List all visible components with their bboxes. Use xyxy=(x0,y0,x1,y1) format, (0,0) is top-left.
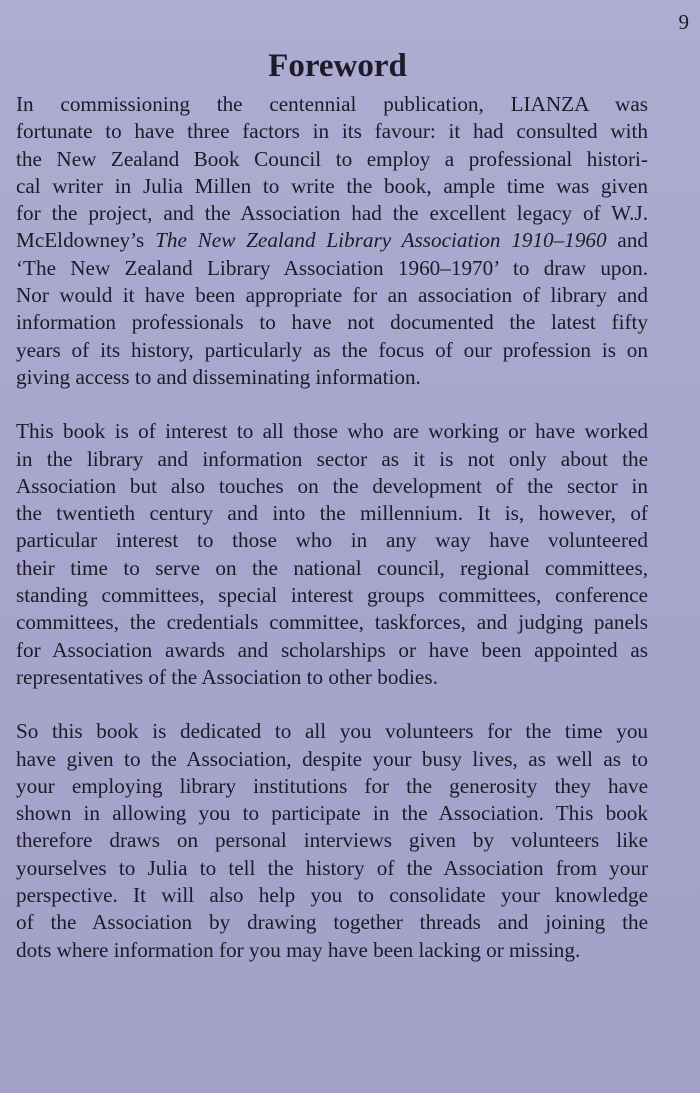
paragraph-3 xyxy=(16,718,648,964)
paragraph-2 xyxy=(16,418,648,691)
text-line: giving access to and disseminating information. xyxy=(16,364,421,389)
page-title: Foreword xyxy=(268,48,407,84)
text-line: therefore draws on personal interviews given by volunteers like xyxy=(16,828,648,853)
text-line: the twentieth century and into the millennium. It is, however, of xyxy=(16,501,648,526)
page-number: 9 xyxy=(678,10,689,34)
text-line: cal writer in Julia Millen to write the book, ample time was given xyxy=(16,173,648,198)
text-line: for the project, and the Association had the excellent legacy of W.J. xyxy=(16,201,648,226)
text-line: for Association awards and scholarships or have been appointed as xyxy=(16,637,648,662)
text-line: Nor would it have been appropriate for an association of library and xyxy=(16,283,648,308)
text-line: perspective. It will also help you to consolidate your knowledge xyxy=(16,883,648,908)
text-line: yourselves to Julia to tell the history of the Association from your xyxy=(16,855,648,880)
text-line: the New Zealand Book Council to employ a professional histori- xyxy=(16,146,648,171)
text-line: particular interest to those who in any way have volunteered xyxy=(16,528,648,553)
text-line: information professionals to have not documented the latest fifty xyxy=(16,310,648,335)
text-line: in the library and information sector as it is not only about the xyxy=(16,446,648,471)
text-line: have given to the Association, despite your busy lives, as well as to xyxy=(16,746,648,771)
text-line: your employing library institutions for the generosity they have xyxy=(16,773,648,798)
foreword-body xyxy=(16,91,648,964)
text-line: So this book is dedicated to all you volunteers for the time you xyxy=(16,719,648,744)
text-line: fortunate to have three factors in its favour: it had consulted with xyxy=(16,119,648,144)
text-line: shown in allowing you to participate in the Association. This book xyxy=(16,801,648,826)
text-line: standing committees, special interest groups committees, conference xyxy=(16,583,648,608)
text-line: In commissioning the centennial publication, LIANZA was xyxy=(16,92,648,116)
paragraph-1 xyxy=(16,91,648,391)
text-line: McEldowney’s The New Zealand Library Association 1910–1960 and xyxy=(16,228,649,253)
text-line: This book is of interest to all those who are working or have worked xyxy=(16,419,648,444)
text-line: ‘The New Zealand Library Association 1960–1970’ to draw upon. xyxy=(16,255,648,280)
text-line: their time to serve on the national council, regional committees, xyxy=(16,555,648,580)
text-line: dots where information for you may have been lacking or missing. xyxy=(16,937,581,962)
text-line: committees, the credentials committee, taskforces, and judging panels xyxy=(16,610,648,635)
text-line: Association but also touches on the development of the sector in xyxy=(16,473,648,498)
text-line: years of its history, particularly as the focus of our profession is on xyxy=(16,337,648,362)
text-line: representatives of the Association to other bodies. xyxy=(16,664,438,689)
text-line: of the Association by drawing together threads and joining the xyxy=(16,910,648,935)
book-title: The New Zealand Library Association 1910–1960 xyxy=(155,228,607,253)
